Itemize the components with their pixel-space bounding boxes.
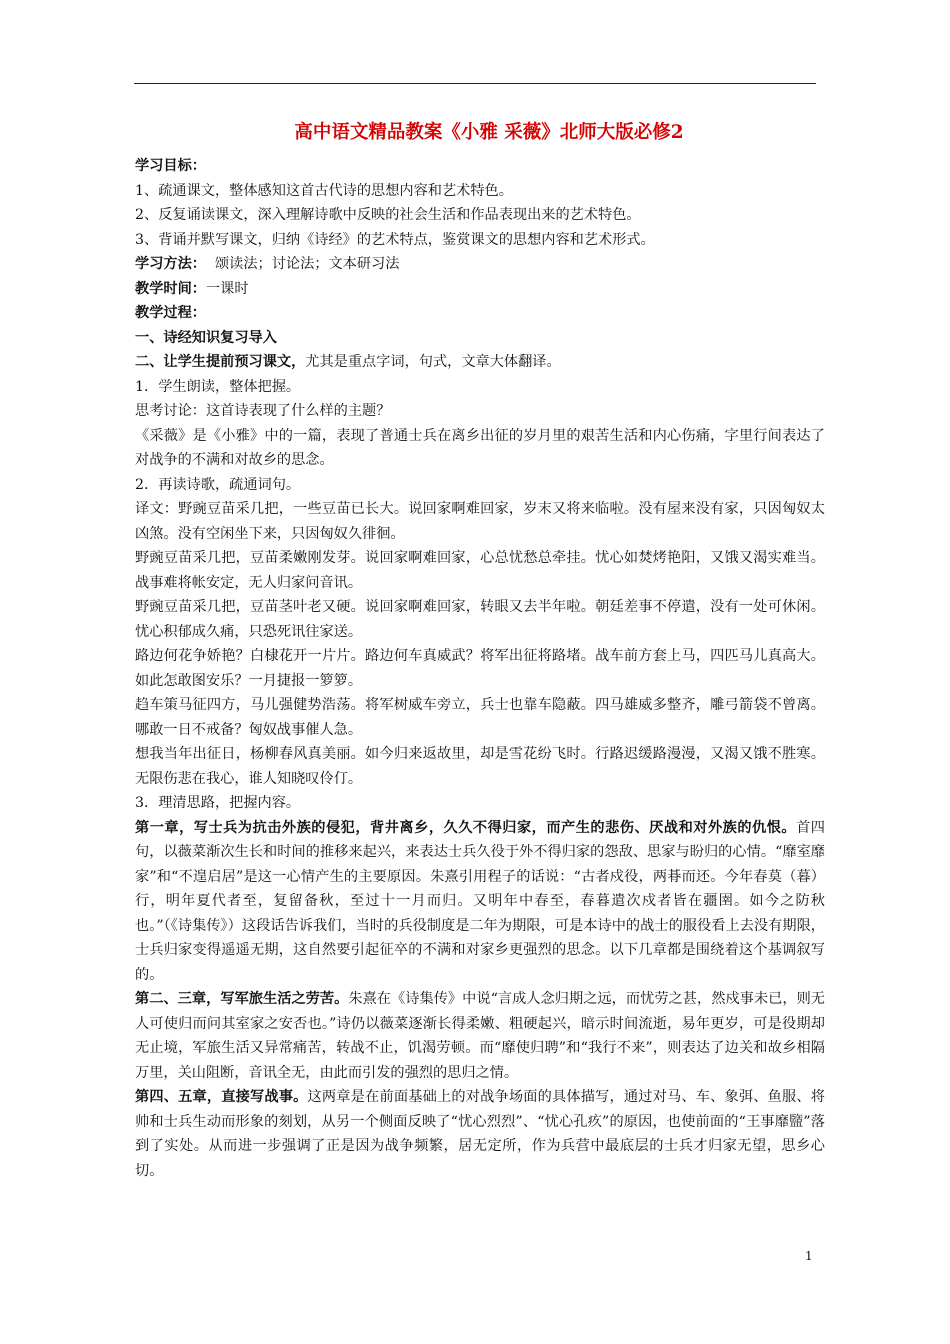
- time-line: [135, 277, 825, 302]
- section-heading: 一、诗经知识复习导入: [135, 329, 277, 346]
- objective-item: 1、疏通课文，整体感知这首古代诗的思想内容和艺术特色。: [135, 182, 513, 199]
- section-heading: 二、让学生提前预习课文，尤其是重点字词，句式，文章大体翻译。: [135, 354, 561, 370]
- translation-paragraph: 趋车策马征四方，马儿强健势浩荡。将军树威车旁立，兵士也靠车隐蔽。四马雄威多整齐，雕弓箭袋不曾离。哪敢一日不戒备？匈奴战事催人急。: [135, 697, 825, 738]
- process-heading: 教学过程：: [135, 305, 206, 321]
- header-rule: [134, 83, 816, 84]
- method-value: 颂读法；讨论法；文本研习法: [205, 256, 400, 272]
- objective-item: 2、反复诵读课文，深入理解诗歌中反映的社会生活和作品表现出来的艺术特色。: [135, 207, 641, 223]
- discussion-question: 思考讨论：这首诗表现了什么样的主题？: [135, 403, 391, 419]
- chapter-analysis: 第二、三章，写军旅生活之劳苦。朱熹在《诗集传》中说“言成人念归期之远，而忧劳之甚，然戍事未已，则无人可使归而问其室家之安否也。”诗仍以薇菜逐渐长得柔嫩、粗硬起兴，暗示时间流逝，易年更岁，可是役期却无止境，军旅生活又异常痛苦，转战不止，饥渴劳顿。而“靡使归聘”和“我行不来”，则表达了边关和故乡相隔万里，关山阻断，音讯全无，由此而引发的强烈的思归之情。: [135, 991, 825, 1081]
- translation-paragraph: 路边何花争娇艳？白棣花开一片片。路边何车真威武？将军出征将路堵。战车前方套上马，四匹马儿真高大。如此怎敢图安乐？一月捷报一箩箩。: [135, 648, 825, 689]
- time-label: 教学时间：: [135, 280, 206, 297]
- translation-paragraph: 译文：野豌豆苗采几把，一些豆苗已长大。说回家啊难回家，岁末又将来临啦。没有屋来没有家，只因匈奴太凶煞。没有空闲坐下来，只因匈奴久徘徊。: [135, 501, 825, 542]
- time-value: 一课时: [205, 280, 249, 297]
- chapter-analysis: 第四、五章，直接写战事。这两章是在前面基础上的对战争场面的具体描写，通过对马、车、象弭、鱼服、将帅和士兵生动而形象的刻划，从另一个侧面反映了“忧心烈烈”、“忧心孔疚”的原因，也使前面的“王事靡盬”落到了实处。从而进一步强调了正是因为战争频繁，居无定所，作为兵营中最底层的士兵才归家无望，思乡心切。: [135, 1089, 825, 1179]
- document-title: 高中语文精品教案《小雅 采薇》北师大版必修2: [294, 122, 684, 143]
- objectives-heading: 学习目标：: [135, 158, 206, 174]
- document-body: [135, 118, 825, 1183]
- page-number: 1: [805, 1249, 813, 1263]
- translation-paragraph: 野豌豆苗采几把，豆苗柔嫩刚发芽。说回家啊难回家，心总忧愁总牵挂。忧心如焚烤艳阳，又饿又渴实难当。战事难将帐安定，无人归家问音讯。: [135, 550, 825, 591]
- step-heading: 3．理清思路，把握内容。: [135, 795, 301, 811]
- objective-item: 3、背诵并默写课文，归纳《诗经》的艺术特点，鉴赏课文的思想内容和艺术形式。: [135, 231, 655, 248]
- step-heading: 1．学生朗读，整体把握。: [135, 378, 301, 395]
- step-heading: 2．再读诗歌，疏通词句。: [135, 476, 301, 493]
- translation-paragraph: 想我当年出征日，杨柳春风真美丽。如今归来返故里，却是雪花纷飞时。行路迟缓路漫漫，又渴又饿不胜寒。无限伤悲在我心，谁人知晓叹伶仃。: [135, 746, 825, 787]
- chapter-analysis: 第一章，写士兵为抗击外族的侵犯，背井离乡，久久不得归家，而产生的悲伤、厌战和对外族的仇恨。首四句，以薇菜渐次生长和时间的推移来起兴，来表达士兵久役于外不得归家的怨敌、思家与盼归的心情。“靡室靡家”和“不遑启居”是这一心情产生的主要原因。朱熹引用程子的话说：“古者戍役，两朞而还。今年春莫（暮）行，明年夏代者至，复留备秋，至过十一月而归。又明年中春至，春暮遣次戍者皆在疆圉。如今之防秋也。”（《诗集传》）这段话告诉我们，当时的兵役制度是二年为期限，可是本诗中的战士的服役看上去没有期限，士兵归家变得遥遥无期，这自然要引起征卒的不满和对家乡更强烈的思念。以下几章都是围绕着这个基调叙写的。: [135, 819, 825, 983]
- translation-paragraph: 野豌豆苗采几把，豆苗茎叶老又硬。说回家啊难回家，转眼又去半年啦。朝廷差事不停遣，没有一处可休闲。忧心积郁成久痛，只恐死讯往家送。: [135, 599, 825, 640]
- theme-paragraph: 《采薇》是《小雅》中的一篇，表现了普通士兵在离乡出征的岁月里的艰苦生活和内心伤痛，字里行间表达了对战争的不满和对故乡的思念。: [135, 427, 825, 468]
- method-label: 学习方法：: [135, 256, 206, 272]
- method-line: [135, 252, 825, 277]
